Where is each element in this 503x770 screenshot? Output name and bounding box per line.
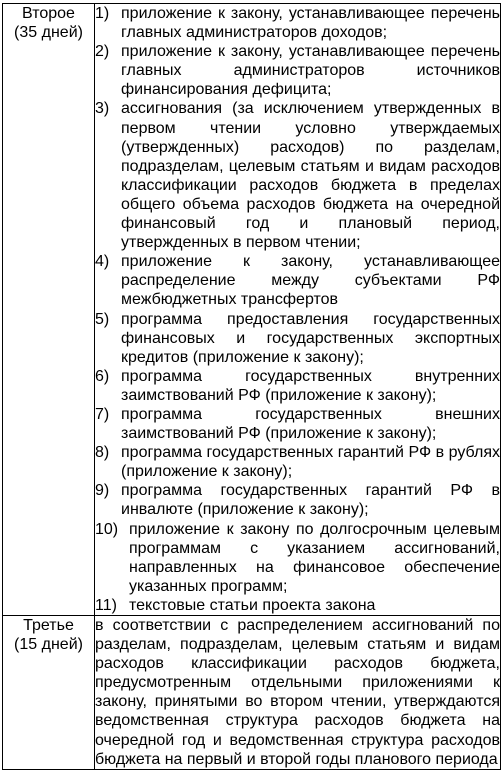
stage-duration: (15 дней) [14, 636, 83, 653]
item-text: ассигнования (за исключением утвержденных в первом чтении условно утверждаемых (утвержденных) расходов) по разделам, подразделам, целевым статьям и видам расходов классификации расходов бюджета в пределах общего объема расходов бюджета на очередной финансовый год и плановый период, утвержденных в первом чтении; [121, 100, 500, 252]
stage-label: Третье [23, 617, 74, 634]
item-number: 5) [95, 310, 110, 328]
item-text: приложение к закону по долгосрочным целевым программам с указанием ассигнований, направленных на финансовое обеспечение указанных программ; [129, 520, 500, 595]
stage-cell [3, 616, 95, 770]
item-number: 7) [95, 405, 110, 423]
stage-label: Второе [22, 5, 75, 22]
content-cell [95, 4, 501, 616]
item-text: программа государственных внешних заимствований РФ (приложение к закону); [121, 405, 500, 443]
item-number: 6) [95, 367, 110, 385]
content-cell [95, 616, 501, 770]
list-item [95, 252, 500, 309]
item-number: 4) [95, 253, 110, 271]
item-text: программа государственных гарантий РФ в инвалюте (приложение к закону); [121, 482, 500, 519]
item-text: приложение к закону, устанавливающее перечень главных администраторов доходов; [121, 5, 500, 42]
item-text: программа предоставления государственных финансовых и государственных экспортных кредитов (приложение к закону); [121, 310, 500, 366]
list-item [95, 405, 500, 443]
list-item [95, 481, 500, 519]
item-text: программа государственных внутренних заимствований РФ (приложение к закону); [121, 367, 500, 404]
list-item [95, 42, 500, 99]
item-number: 2) [95, 43, 110, 61]
list-item [95, 367, 500, 405]
list-item [95, 520, 500, 596]
table-row [3, 616, 501, 770]
item-number: 9) [95, 482, 110, 500]
item-number: 10) [95, 520, 119, 538]
stage-cell [3, 4, 95, 616]
stage-duration: (35 дней) [14, 24, 83, 41]
item-number: 8) [95, 444, 110, 462]
item-number: 1) [95, 5, 110, 22]
item-number: 3) [95, 100, 110, 118]
item-number: 11) [95, 596, 117, 614]
stage-description: в соответствии с распределением ассигнований по разделам, подразделам, целевым статьям и видам расходов классификации расходов бюджета, предусмотренным отдельными приложениями к закону, принятыми во втором чтении, утверждаются ведомственная структура расходов бюджета на очередной год и ведомственная структура расходов бюджета на первый и второй годы планового периода [95, 617, 500, 768]
list-item [95, 99, 500, 252]
list-item [95, 310, 500, 367]
table-row [3, 4, 501, 616]
reading-stages-table [2, 3, 501, 770]
item-text: приложение к закону, устанавливающее распределение между субъектами РФ межбюджетных трансфертов [121, 253, 500, 309]
item-text: программа государственных гарантий РФ в рублях (приложение к закону); [121, 444, 500, 481]
list-item [95, 4, 500, 42]
item-text: приложение к закону, устанавливающее перечень главных администраторов источников финансирования дефицита; [121, 43, 500, 99]
list-item [95, 596, 500, 615]
list-item [95, 443, 500, 481]
item-text: текстовые статьи проекта закона [129, 596, 376, 614]
